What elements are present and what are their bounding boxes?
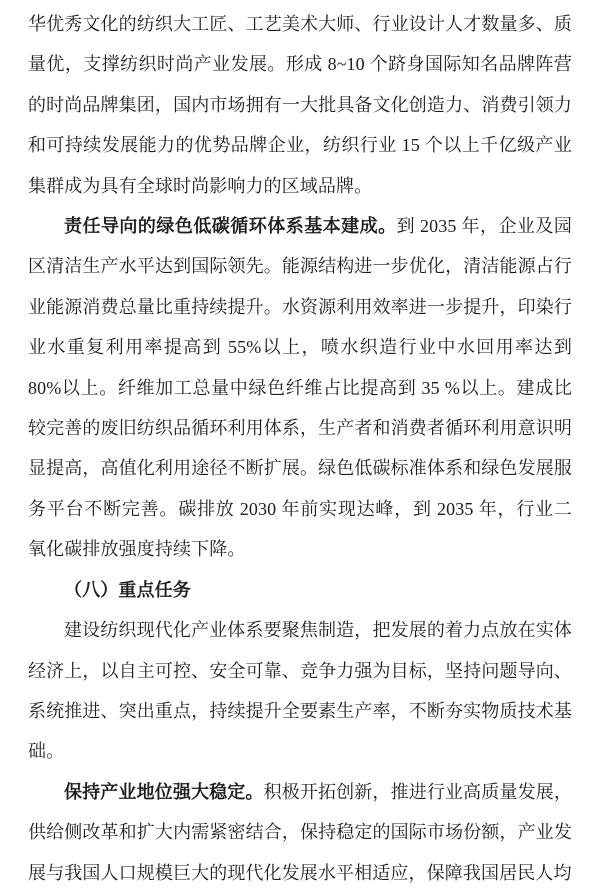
paragraph-lead-bold: 责任导向的绿色低碳循环体系基本建成。 <box>64 216 397 237</box>
paragraph-text: 到 2035 年，企业及园区清洁生产水平达到国际领先。能源结构进一步优化，清洁能源占行业能源消费总量比重持续提升。水资源利用效率进一步提升，印染行业水重复利用率提高到 55%以上，喷水织造行业中水回用率达到 80%以上。纤维加工总量中绿色纤维占比提高到 35 %以上。建成比较完善的废旧纺织品循环利用体系，生产者和消费者循环利用意识明显提高，高值化利用途径不断扩展。绿色低碳标准体系和绿色发展服务平台不断完善。碳排放 2030 年前实现达峰，到 2035 年，行业二氧化碳排放强度持续下降。 <box>28 216 572 560</box>
paragraph-green-lowcarbon <box>28 206 572 570</box>
section-heading-key-tasks <box>28 570 572 610</box>
paragraph-lead-bold: 保持产业地位强大稳定。 <box>64 781 264 802</box>
paragraph-text: 建设纺织现代化产业体系要聚焦制造，把发展的着力点放在实体经济上，以自主可控、安全可靠、竞争力强为目标，坚持问题导向、系统推进、突出重点，持续提升全要素生产率，不断夯实物质技术基础。 <box>28 620 572 762</box>
paragraph-text: 积极开拓创新，推进行业高质量发展，供给侧改革和扩大内需紧密结合，保持稳定的国际市场份额，产业发展与我国人口规模巨大的现代化发展水平相适应，保障我国居民人均 <box>28 781 572 883</box>
paragraph-industry-position <box>28 772 572 893</box>
paragraph-text: 华优秀文化的纺织大工匠、工艺美术大师、行业设计人才数量多、质量优，支撑纺织时尚产业发展。形成 8~10 个跻身国际知名品牌阵营的时尚品牌集团，国内市场拥有一大批具备文化创造力、消费引领力和可持续发展能力的优势品牌企业，纺织行业 15 个以上千亿级产业集群成为具有全球时尚影响力的区域品牌。 <box>28 14 572 196</box>
paragraph-brand-continuation <box>28 4 572 206</box>
paragraph-tasks-intro <box>28 610 572 772</box>
section-heading-text: （八）重点任务 <box>64 579 191 600</box>
